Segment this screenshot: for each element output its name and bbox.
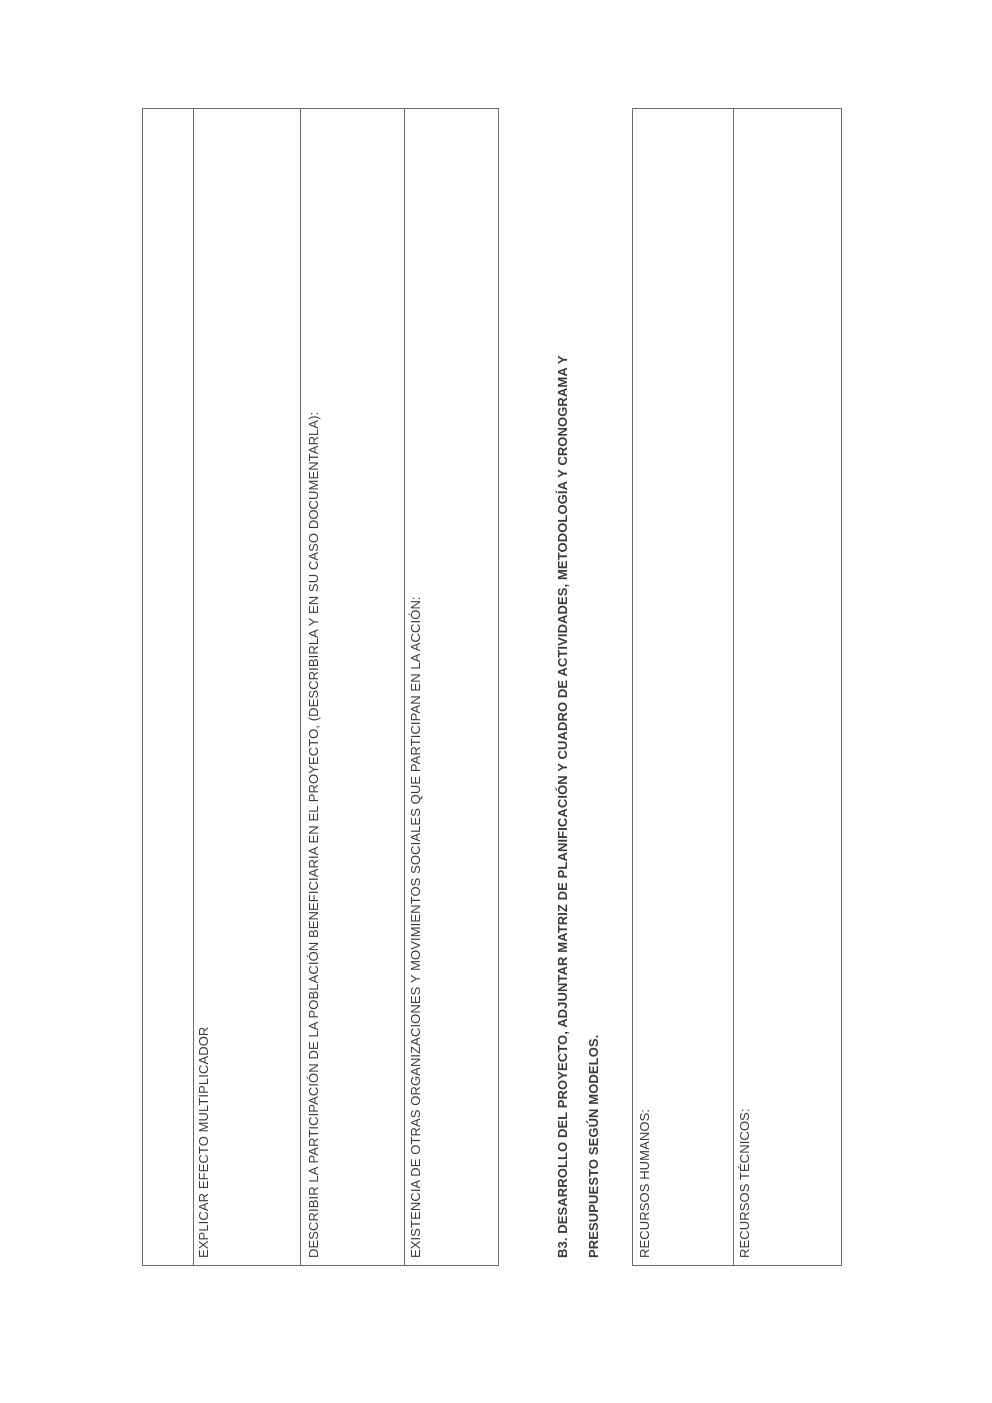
section-b3-heading-line1: B3. DESARROLLO DEL PROYECTO, ADJUNTAR MATRIZ DE PLANIFICACIÓN Y CUADRO DE ACTIVIDADES, METODOLOGÍA Y CRONOGRAMA Y xyxy=(555,355,570,1258)
table-divider xyxy=(300,109,301,1265)
table-divider xyxy=(733,109,734,1265)
section-b3-heading-line2: PRESUPUESTO SEGÚN MODELOS. xyxy=(586,1034,601,1258)
table-lower xyxy=(632,108,842,1266)
recursos-humanos-label: RECURSOS HUMANOS: xyxy=(637,1108,652,1258)
table-divider xyxy=(404,109,405,1265)
recursos-tecnicos-label: RECURSOS TÉCNICOS: xyxy=(737,1108,752,1258)
existencia-organizaciones-label: EXISTENCIA DE OTRAS ORGANIZACIONES Y MOVIMIENTOS SOCIALES QUE PARTICIPAN EN LA ACCIÓN: xyxy=(408,596,423,1258)
explicar-efecto-label: EXPLICAR EFECTO MULTIPLICADOR xyxy=(196,1026,211,1258)
table-divider xyxy=(193,109,194,1265)
describir-participacion-label: DESCRIBIR LA PARTICIPACIÓN DE LA POBLACIÓN BENEFICIARIA EN EL PROYECTO, (DESCRIBIRLA Y EN SU CASO DOCUMENTARLA): xyxy=(306,411,321,1258)
